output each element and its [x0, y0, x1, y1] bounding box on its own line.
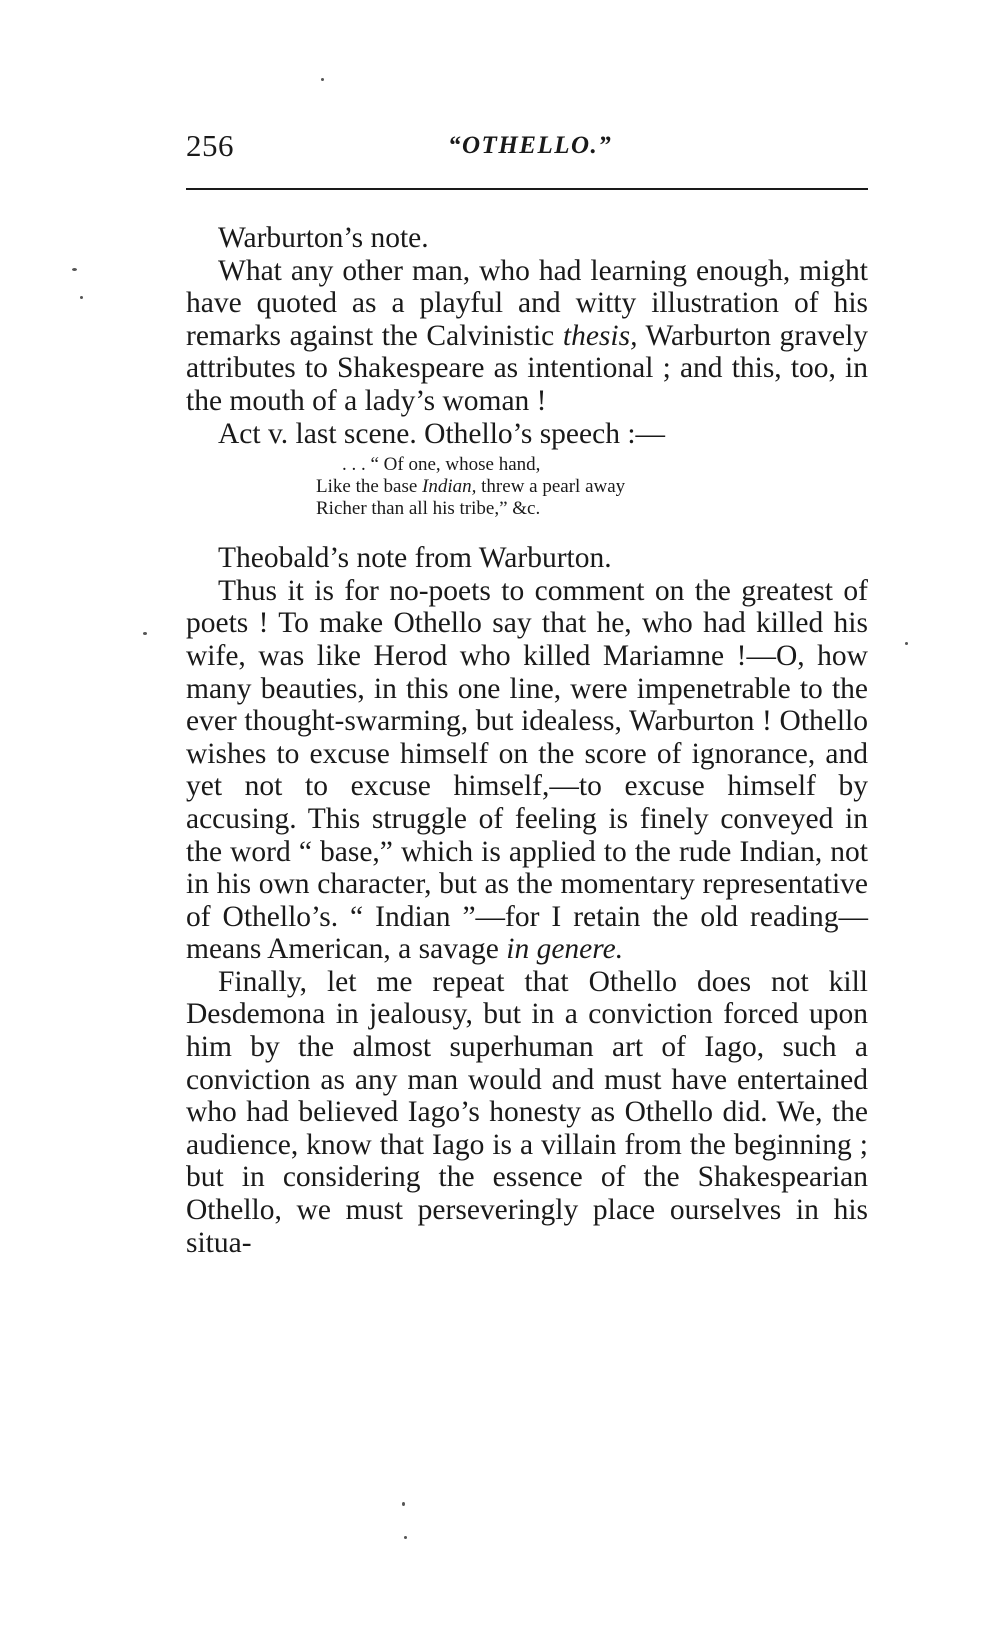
italic-word-thesis: thesis, [562, 319, 638, 352]
paragraph-act-v: Act v. last scene. Othello’s speech :— [218, 417, 666, 450]
page-number: 256 [186, 128, 234, 163]
body-text [186, 222, 868, 1259]
header-rule [186, 188, 868, 190]
italic-word-indian: Indian, [422, 476, 477, 498]
paragraph-text: What any other man, who had learning enough, might have quoted as a playful and witty illustration of his remarks against the Calvinistic [186, 254, 868, 352]
paragraph-text: Thus it is for no-poets to comment on the greatest of poets ! To make Othello say that he, who had killed his wife, was like Herod who killed Mariamne !—O, how many beauties, in this one line, were impenetrable to the ever thought-swarming, but idealess, Warburton ! Othello wishes to excuse himself on the score of ignorance, and yet not to excuse himself,—to excuse himself by accusing. This struggle of feeling is finely conveyed in the word “ base,” which is applied to the rude Indian, not in his own character, but as the momentary representative of Othello’s. “ Indian ”—for I retain the old reading—means American, a savage [186, 574, 868, 966]
stray-mark-left-3 [143, 632, 147, 635]
paragraph-text: Warburton gravely attributes to Shakespeare as intentional ; and this, too, in the mouth of a lady’s woman ! [186, 319, 869, 417]
stray-mark-top [321, 78, 324, 81]
stray-mark-left-2 [80, 296, 83, 299]
block-quote [316, 454, 868, 520]
paragraph-finally: Finally, let me repeat that Othello does not kill Desdemona in jealousy, but in a conviction forced upon him by the almost superhuman art of Iago, such a conviction as any man would and must have entertained who had believed Iago’s honesty as Othello did. We, the audience, know that Iago is a villain from the beginning ; but in considering the essence of the Shakespearian Othello, we must perseveringly place ourselves in his situa- [186, 965, 868, 1259]
stray-mark-right-1 [905, 642, 908, 645]
paragraph-theobald-note: Theobald’s note from Warburton. [218, 542, 612, 575]
running-head [186, 128, 868, 174]
stray-mark-bottom-2 [404, 1536, 407, 1539]
running-title: “OTHELLO.” [448, 132, 613, 159]
book-page [186, 128, 868, 1259]
italic-phrase-in-genere: in genere. [506, 933, 624, 966]
quote-line-3: Richer than all his tribe,” &c. [316, 498, 541, 520]
quote-line-1: . . . “ Of one, whose hand, [342, 454, 541, 476]
quote-spacer [186, 528, 868, 542]
stray-mark-bottom-1 [402, 1502, 405, 1506]
quote-text: Like the base [316, 476, 423, 498]
paragraph-calvinistic-thesis [186, 255, 868, 418]
stray-mark-left-1 [72, 268, 77, 271]
quote-line-2 [316, 476, 868, 498]
paragraph-no-poets [186, 575, 868, 966]
paragraph-warburton-note: Warburton’s note. [218, 222, 429, 254]
quote-text: threw a pearl away [476, 476, 626, 498]
